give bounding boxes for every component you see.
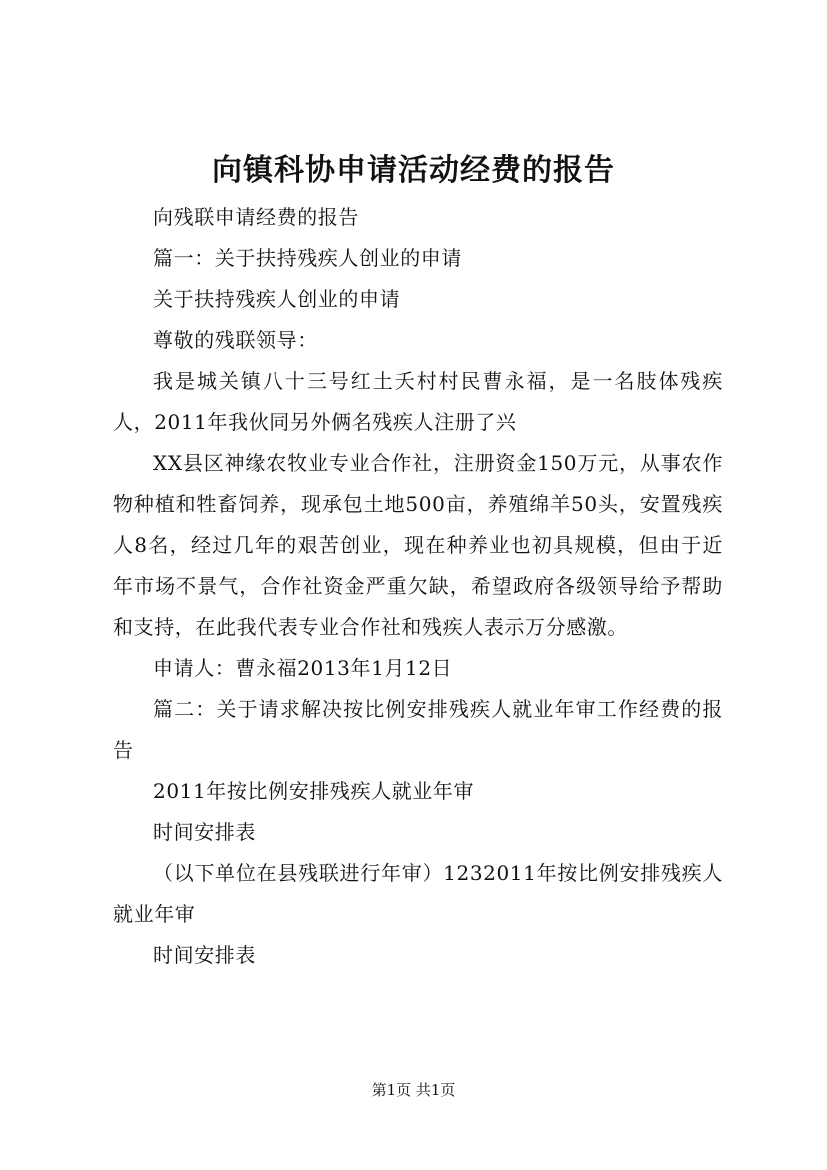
- paragraph: 关于扶持残疾人创业的申请: [153, 287, 401, 311]
- paragraph: 时间安排表: [153, 943, 256, 967]
- document-body: [113, 197, 723, 976]
- paragraph: 篇一：关于扶持残疾人创业的申请: [153, 246, 462, 270]
- paragraph: 向残联申请经费的报告: [153, 205, 359, 229]
- page-footer: 第1页 共1页: [371, 1081, 456, 1099]
- paragraph: 时间安排表: [153, 820, 256, 844]
- paragraph: XX县区神缘农牧业专业合作社，注册资金150万元，从事农作物种植和牲畜饲养，现承包土地500亩，养殖绵羊50头，安置残疾人8名，经过几年的艰苦创业，现在种养业也初具规模，但由于近年市场不景气，合作社资金严重欠缺，希望政府各级领导给予帮助和支持，在此我代表专业合作社和残疾人表示万分感激。: [113, 451, 723, 639]
- document-title: 向镇科协申请活动经费的报告: [212, 153, 615, 188]
- paragraph: 篇二：关于请求解决按比例安排残疾人就业年审工作经费的报告: [113, 697, 723, 762]
- paragraph: 尊敬的残联领导：: [153, 328, 318, 352]
- paragraph: （以下单位在县残联进行年审）1232011年按比例安排残疾人就业年审: [113, 861, 723, 926]
- paragraph: 2011年按比例安排残疾人就业年审: [153, 779, 475, 803]
- paragraph: 申请人：曹永福2013年1月12日: [153, 656, 453, 680]
- paragraph: 我是城关镇八十三号红土夭村村民曹永福，是一名肢体残疾人，2011年我伙同另外俩名残疾人注册了兴: [113, 369, 723, 434]
